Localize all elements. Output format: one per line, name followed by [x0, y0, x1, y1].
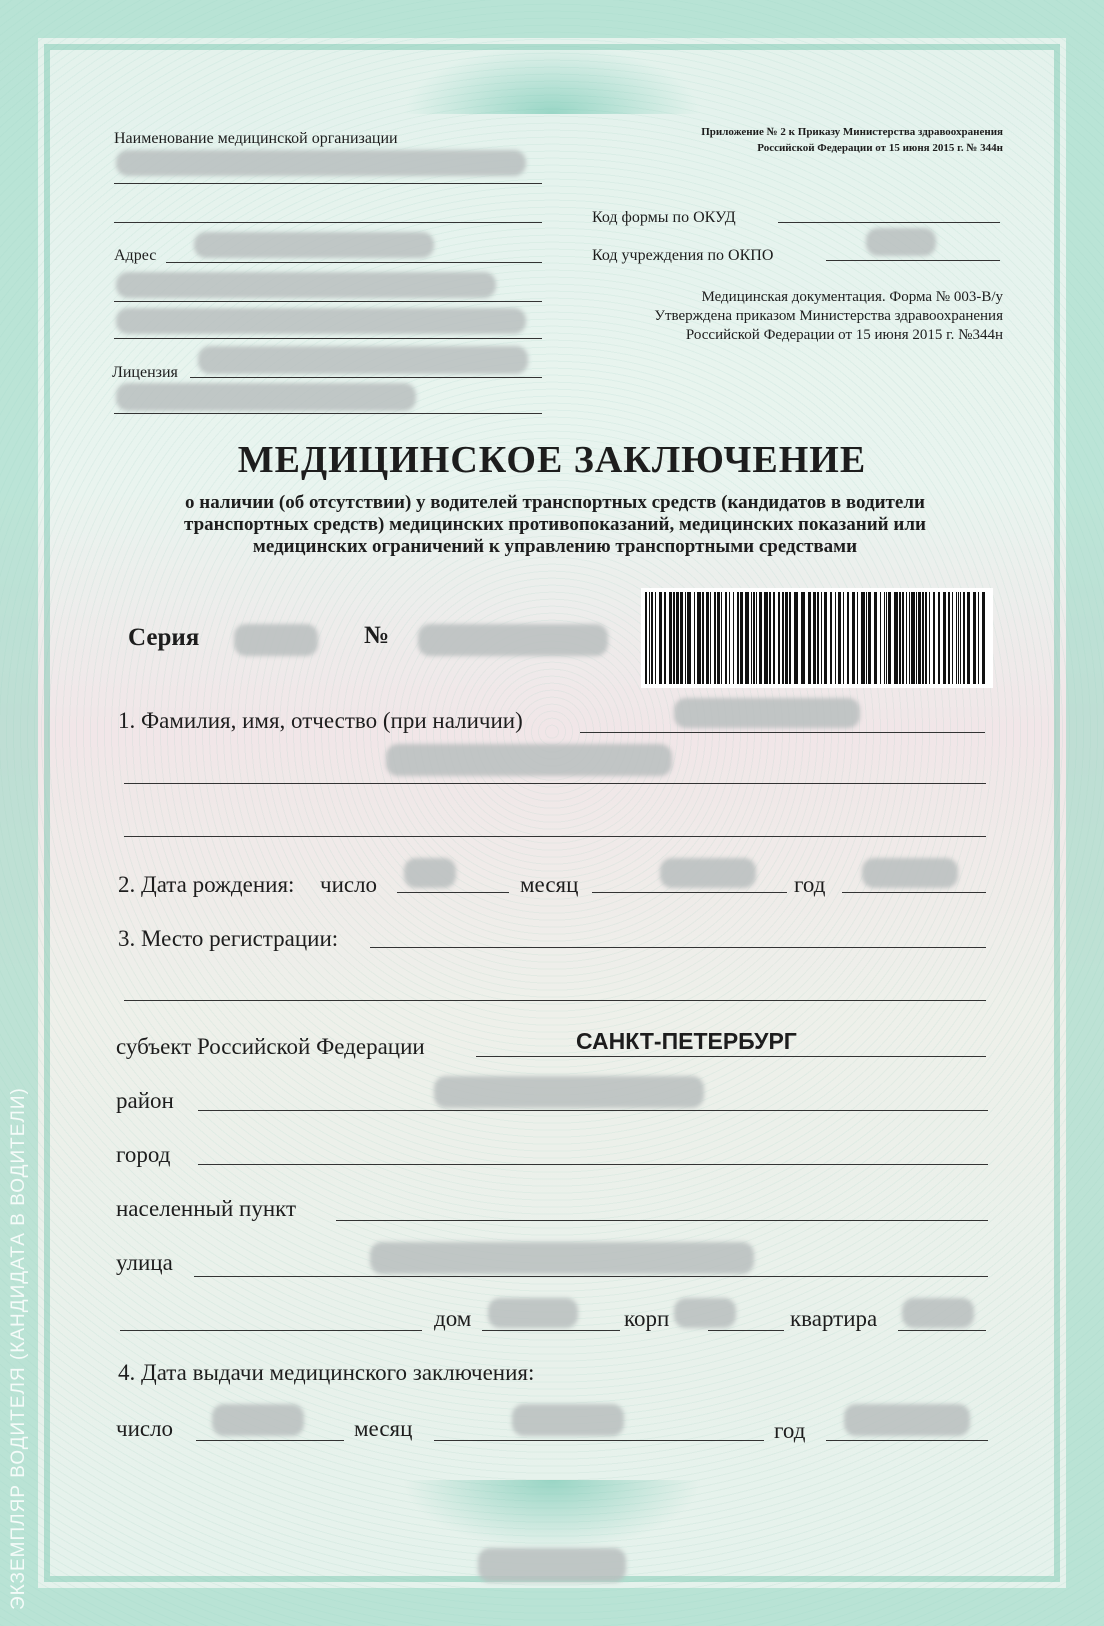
barcode-bar: [899, 592, 901, 684]
redacted-number: [418, 624, 608, 656]
barcode-bar: [978, 592, 979, 684]
barcode-bar: [680, 592, 683, 684]
redacted-issue-year: [844, 1404, 970, 1436]
barcode-bar: [918, 592, 921, 684]
okpo-label: Код учреждения по ОКПО: [592, 247, 774, 264]
birth-year-line: [842, 892, 986, 893]
barcode-bar: [911, 592, 915, 684]
okud-line: [778, 222, 1000, 223]
barcode-bar: [773, 592, 775, 684]
barcode-bar: [847, 592, 849, 684]
street-label: улица: [116, 1250, 173, 1275]
barcode-bar: [830, 592, 832, 684]
barcode-bar: [963, 592, 965, 684]
barcode-bar: [729, 592, 730, 684]
barcode-bar: [759, 592, 762, 684]
locality-label: населенный пункт: [116, 1196, 297, 1221]
redacted-org-name: [116, 150, 526, 176]
apartment-label: квартира: [790, 1306, 878, 1331]
district-line: [198, 1110, 988, 1111]
birth-day-line: [397, 892, 509, 893]
building-line: [708, 1330, 784, 1331]
okpo-line: [826, 260, 1000, 261]
document-title: МЕДИЦИНСКОЕ ЗАКЛЮЧЕНИЕ: [237, 439, 867, 481]
barcode-bar: [866, 592, 867, 684]
redacted-license: [198, 346, 528, 374]
birth-year-label: год: [794, 872, 826, 897]
barcode-bar: [745, 592, 749, 684]
license-line: [190, 377, 542, 378]
barcode-bar: [756, 592, 757, 684]
number-label: №: [364, 622, 390, 649]
redacted-building: [674, 1298, 736, 1328]
building-label: корп: [624, 1306, 670, 1331]
side-watermark-text: ЭКЗЕМПЛЯР ВОДИТЕЛЯ (КАНДИДАТА В ВОДИТЕЛИ): [8, 1087, 29, 1610]
barcode-bar: [938, 592, 940, 684]
redacted-birth-day: [404, 858, 456, 888]
barcode-bar: [874, 592, 877, 684]
barcode-bar: [751, 592, 752, 684]
subject-line: [476, 1056, 986, 1057]
barcode-bar: [884, 592, 885, 684]
barcode-bar: [664, 592, 666, 684]
barcode-bar: [843, 592, 844, 684]
barcode-bar: [697, 592, 701, 684]
barcode-bar: [714, 592, 716, 684]
barcode-bar: [838, 592, 841, 684]
redacted-issue-month: [512, 1404, 624, 1436]
barcode-bar: [960, 592, 961, 684]
barcode-bar: [778, 592, 780, 684]
barcode-bar: [886, 592, 887, 684]
barcode-bar: [929, 592, 930, 684]
birth-month-label: месяц: [520, 872, 579, 897]
redacted-serial-bottom: [478, 1548, 626, 1582]
barcode-bar: [868, 592, 871, 684]
barcode-bar: [669, 592, 672, 684]
redacted-house: [488, 1298, 578, 1328]
house-label: дом: [434, 1306, 472, 1331]
barcode-bar: [967, 592, 970, 684]
barcode-bar: [651, 592, 653, 684]
redacted-district: [434, 1076, 704, 1108]
issue-day-label: число: [116, 1416, 174, 1441]
redacted-okpo: [866, 228, 936, 256]
redacted-given-names: [386, 744, 672, 776]
fullname-line-3: [124, 836, 986, 837]
redacted-birth-month: [660, 858, 756, 888]
redacted-surname: [674, 698, 860, 728]
redacted-address: [194, 232, 434, 258]
barcode-bar: [676, 592, 679, 684]
barcode-bar: [943, 592, 946, 684]
bottom-rosette: [402, 1480, 702, 1550]
license-line-2: [114, 413, 542, 414]
issue-day-line: [196, 1440, 344, 1441]
barcode-bar: [894, 592, 898, 684]
barcode-bar: [702, 592, 704, 684]
org-name-line-2: [114, 222, 542, 223]
okud-label: Код формы по ОКУД: [592, 209, 736, 226]
barcode-bar: [740, 592, 743, 684]
barcode-bar: [902, 592, 904, 684]
redacted-address-3: [116, 308, 526, 334]
org-name-line: [114, 183, 542, 184]
barcode-bar: [706, 592, 709, 684]
barcode-bar: [789, 592, 791, 684]
barcode-bar: [753, 592, 755, 684]
barcode-bar: [933, 592, 935, 684]
barcode-bar: [916, 592, 917, 684]
barcode-bar: [694, 592, 695, 684]
appendix-note: Приложение № 2 к Приказу Министерства здравоохранения Российской Федерации от 15 июня 2015 г. № 344н: [701, 126, 1003, 154]
barcode-bar: [808, 592, 811, 684]
barcode-bar: [922, 592, 924, 684]
subject-value: САНКТ-ПЕТЕРБУРГ: [576, 1028, 797, 1054]
issue-year-line: [826, 1440, 988, 1441]
barcode-bar: [737, 592, 739, 684]
barcode-bar: [817, 592, 819, 684]
registration-label: 3. Место регистрации:: [118, 926, 339, 951]
barcode-bar: [813, 592, 816, 684]
barcode-bar: [782, 592, 784, 684]
city-line: [198, 1164, 988, 1165]
apartment-line: [898, 1330, 986, 1331]
issue-month-line: [434, 1440, 764, 1441]
redacted-license-2: [116, 383, 416, 411]
barcode-bar: [655, 592, 656, 684]
barcode-bar: [909, 592, 910, 684]
redacted-issue-day: [212, 1404, 304, 1436]
series-label: Серия: [128, 624, 200, 651]
redacted-birth-year: [862, 858, 958, 888]
barcode-bar: [835, 592, 836, 684]
barcode-bar: [685, 592, 686, 684]
redacted-apartment: [902, 1298, 974, 1328]
barcode-bar: [982, 592, 985, 684]
birthdate-label: 2. Дата рождения:: [118, 872, 295, 897]
street-line: [194, 1276, 988, 1277]
city-label: город: [116, 1142, 171, 1167]
barcode-bar: [857, 592, 858, 684]
barcode-bar: [801, 592, 805, 684]
org-name-label: Наименование медицинской организации: [114, 130, 398, 147]
barcode-bar: [880, 592, 881, 684]
barcode-bar: [710, 592, 711, 684]
issue-month-label: месяц: [354, 1416, 413, 1441]
form-approval-note: Медицинская документация. Форма № 003-В/у Утверждена приказом Министерства здравоохранения Российской Федерации от 15 июня 2015 г. №344н: [654, 289, 1003, 343]
barcode-bar: [821, 592, 822, 684]
barcode-bar: [764, 592, 768, 684]
district-label: район: [116, 1088, 174, 1113]
registration-line-2: [124, 1000, 986, 1001]
barcode-bar: [852, 592, 855, 684]
barcode-bar: [861, 592, 865, 684]
barcode-bar: [645, 592, 647, 684]
barcode-bar: [958, 592, 959, 684]
barcode: [641, 588, 993, 688]
house-line: [482, 1330, 620, 1331]
barcode-bar: [952, 592, 953, 684]
redacted-street: [370, 1242, 754, 1274]
fullname-line-2: [124, 783, 986, 784]
redacted-address-2: [116, 272, 496, 298]
fullname-line: [580, 732, 985, 733]
fullname-label: 1. Фамилия, имя, отчество (при наличии): [118, 708, 523, 733]
license-label: Лицензия: [112, 364, 178, 381]
redacted-series: [234, 624, 318, 656]
barcode-bar: [673, 592, 675, 684]
address-line-3: [114, 338, 542, 339]
barcode-bar: [659, 592, 662, 684]
barcode-bar: [785, 592, 788, 684]
barcode-bar: [687, 592, 691, 684]
barcode-bar: [973, 592, 976, 684]
address-label: Адрес: [114, 247, 157, 264]
barcode-bar: [956, 592, 957, 684]
issue-date-label: 4. Дата выдачи медицинского заключения:: [118, 1360, 535, 1385]
locality-line: [336, 1220, 988, 1221]
top-rosette: [402, 44, 702, 114]
document-subtitle: о наличии (об отсутствии) у водителей транспортных средств (кандидатов в водители транспортных средств) медицинских противопоказаний, медицинских показаний или медицинских ограничений к управлению транспортными средствами: [184, 492, 926, 557]
barcode-bar: [649, 592, 650, 684]
birth-month-line: [592, 892, 787, 893]
barcode-bar: [906, 592, 907, 684]
barcode-bar: [721, 592, 722, 684]
barcode-bar: [888, 592, 891, 684]
address-extra-line: [120, 1330, 422, 1331]
barcode-bar: [717, 592, 720, 684]
issue-year-label: год: [774, 1418, 806, 1443]
barcode-bar: [733, 592, 734, 684]
barcode-bar: [769, 592, 771, 684]
barcode-bar: [925, 592, 927, 684]
birth-day-label: число: [320, 872, 378, 897]
barcode-bar: [824, 592, 827, 684]
registration-line: [370, 947, 986, 948]
barcode-bar: [725, 592, 727, 684]
barcode-bar: [948, 592, 950, 684]
address-line: [166, 262, 542, 263]
address-line-2: [114, 301, 542, 302]
subject-label: субъект Российской Федерации: [116, 1034, 425, 1059]
barcode-bar: [794, 592, 798, 684]
